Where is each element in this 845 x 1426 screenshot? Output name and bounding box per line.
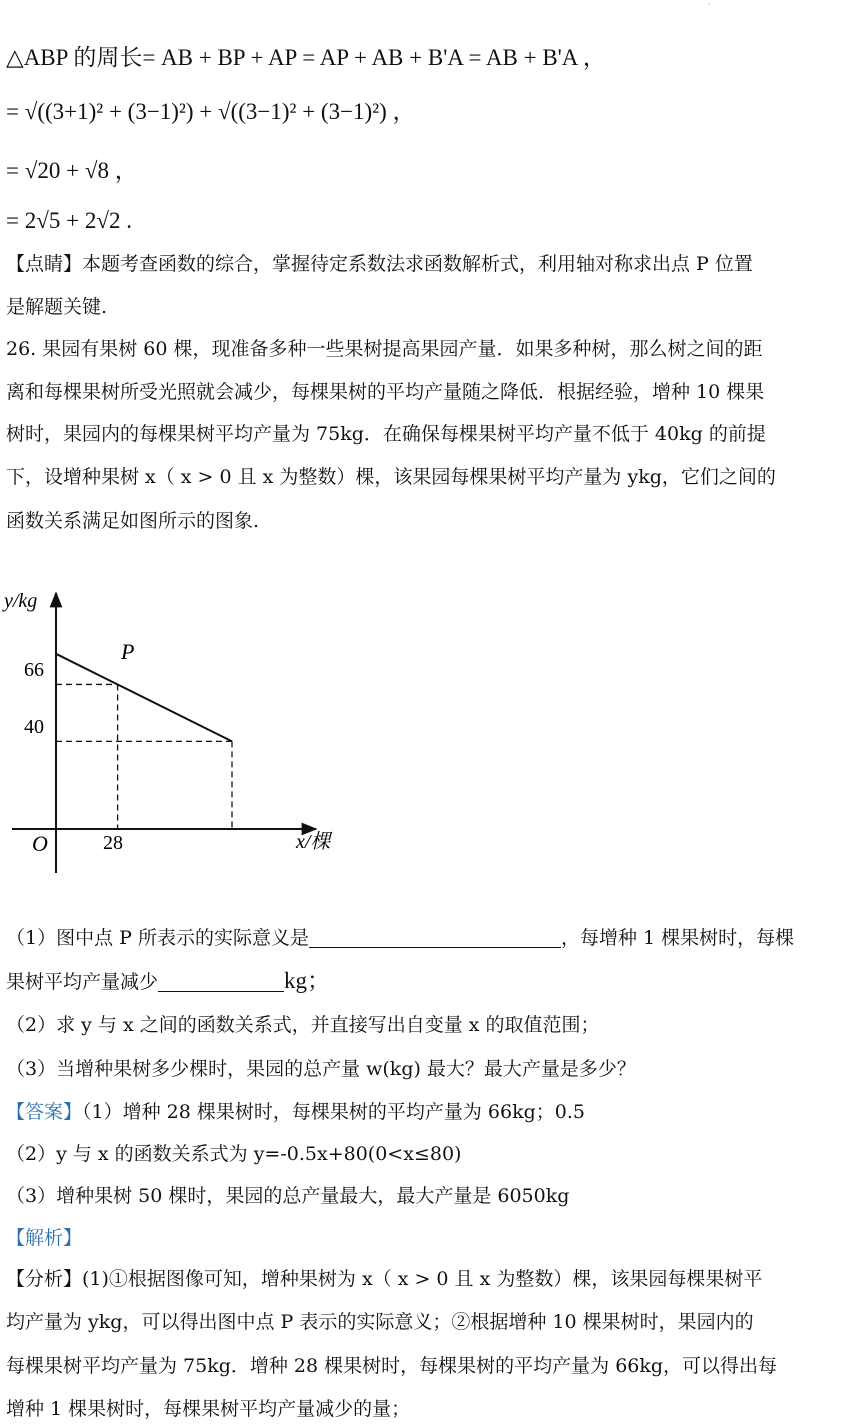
question-3: （3）当增种果树多少棵时，果园的总产量 w(kg) 最大？最大产量是多少？ bbox=[6, 1058, 636, 1080]
answer-line-1 bbox=[6, 1098, 585, 1126]
perimeter-line-3: = √20 + √8 ， bbox=[6, 158, 138, 183]
analysis-line-4: 增种 1 棵果树时，每棵果树平均产量减少的量； bbox=[6, 1398, 411, 1420]
origin-label: O bbox=[32, 831, 48, 856]
problem-line-3: 树时，果园内的每棵果树平均产量为 75kg．在确保每棵果树平均产量不低于 40kg 的前提 bbox=[6, 423, 766, 445]
perimeter-line-2: = √((3+1)² + (3−1)²) + √((3−1)² + (3−1)²) ， bbox=[6, 99, 416, 124]
answer-tag: 【答案】 bbox=[6, 1101, 83, 1123]
analysis-line-3: 每棵果树平均产量为 75kg．增种 28 棵果树时，每棵果树的平均产量为 66kg，可以得出每 bbox=[6, 1355, 778, 1377]
function-line bbox=[56, 654, 232, 742]
answer-blank-2[interactable] bbox=[158, 969, 284, 992]
question-2: （2）求 y 与 x 之间的函数关系式，并直接写出自变量 x 的取值范围； bbox=[6, 1014, 600, 1036]
question-1-line-2 bbox=[6, 967, 330, 996]
answer-3: （3）增种果树 50 棵时，果园的总产量最大，最大产量是 6050kg bbox=[6, 1185, 570, 1207]
analysis-tag: 【解析】 bbox=[6, 1227, 83, 1249]
answer-2: （2）y 与 x 的函数关系式为 y=-0.5x+80(0<x≤80) bbox=[6, 1143, 462, 1165]
function-graph bbox=[0, 585, 345, 875]
y-tick-40: 40 bbox=[24, 716, 44, 738]
question-1-text-2: 果树平均产量减少 bbox=[6, 971, 159, 993]
question-1-text: （1）图中点 P 所表示的实际意义是 bbox=[6, 927, 309, 949]
y-axis-label: y/kg bbox=[4, 590, 38, 612]
problem-line-1: 26. 果园有果树 60 棵，现准备多种一些果树提高果园产量．如果多种树，那么树之间的距 bbox=[6, 338, 763, 360]
perimeter-line-1: △ABP 的周长= AB + BP + AP = AP + AB + B'A = AB + B'A ， bbox=[6, 45, 606, 70]
question-1-unit: kg； bbox=[284, 968, 331, 993]
point-p-label: P bbox=[121, 639, 135, 664]
answer-1: （1）增种 28 棵果树时，每棵果树的平均产量为 66kg；0.5 bbox=[82, 1101, 585, 1123]
problem-line-4: 下，设增种果树 x（ x > 0 且 x 为整数）棵，该果园每棵果树平均产量为 ykg，它们之间的 bbox=[6, 466, 776, 488]
comment-line-1: 【点睛】本题考查函数的综合，掌握待定系数法求函数解析式，利用轴对称求出点 P 位置 bbox=[6, 253, 753, 275]
question-1-line-1 bbox=[6, 924, 794, 952]
problem-line-5: 函数关系满足如图所示的图象. bbox=[6, 510, 260, 532]
x-axis-label: x/棵 bbox=[296, 831, 331, 853]
answer-blank-1[interactable] bbox=[309, 925, 561, 948]
comment-line-2: 是解题关键. bbox=[6, 296, 108, 318]
question-1-text-cont: ，每增种 1 棵果树时，每棵 bbox=[560, 927, 795, 949]
analysis-line-1: 【分析】(1)①根据图像可知，增种果树为 x（ x > 0 且 x 为整数）棵，该果园每棵果树平 bbox=[6, 1268, 763, 1290]
corner-mark: · bbox=[708, 0, 711, 9]
perimeter-line-4: = 2√5 + 2√2 . bbox=[6, 208, 132, 233]
x-tick-28: 28 bbox=[103, 832, 123, 854]
problem-line-2: 离和每棵果树所受光照就会减少，每棵果树的平均产量随之降低．根据经验，增种 10 棵果 bbox=[6, 381, 765, 403]
analysis-line-2: 均产量为 ykg，可以得出图中点 P 表示的实际意义；②根据增种 10 棵果树时，果园内的 bbox=[6, 1311, 754, 1333]
y-tick-66: 66 bbox=[24, 659, 44, 681]
